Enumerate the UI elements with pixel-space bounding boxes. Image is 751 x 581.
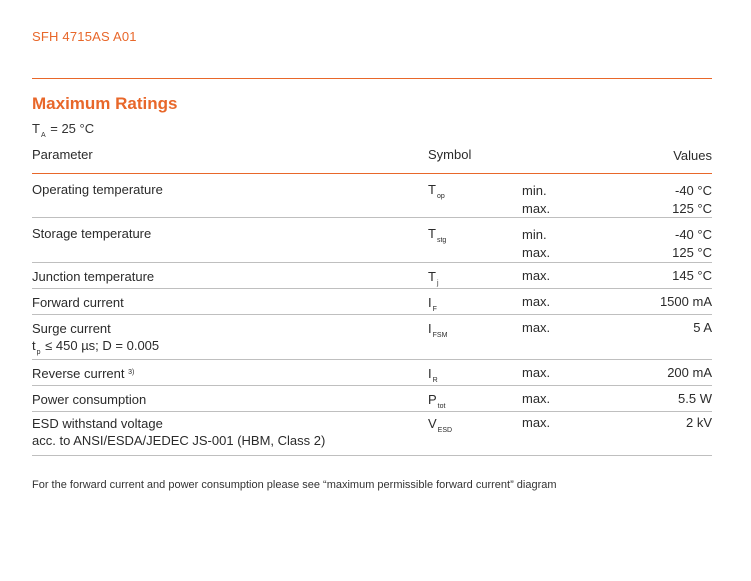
row-symbol: $I_R$ <box>428 366 438 384</box>
footnote-text: For the forward current and power consumption please see “maximum permissible forward current” diagram <box>32 479 557 491</box>
row-symbol: $T_j$ <box>428 269 439 287</box>
table-row <box>32 218 712 263</box>
row-condition: min. max. <box>522 227 551 260</box>
row-condition: max. <box>522 365 551 380</box>
row-symbol: $T_{op}$ <box>428 182 445 200</box>
row-symbol: $I_F$ <box>428 295 437 313</box>
table-row <box>32 263 712 289</box>
table-row <box>32 386 712 412</box>
condition-value: = 25 °C <box>46 121 95 136</box>
table-row <box>32 174 712 218</box>
row-condition: max. <box>522 294 551 309</box>
table-row <box>32 360 712 386</box>
row-parameter: Storage temperature <box>32 226 152 241</box>
table-row <box>32 289 712 315</box>
row-value: 5.5 W <box>678 391 712 406</box>
row-value: 200 mA <box>667 365 712 380</box>
row-value: 5 A <box>693 320 712 335</box>
document-code: SFH 4715AS A01 <box>32 29 137 44</box>
row-condition: max. <box>522 391 551 406</box>
row-value: 145 °C <box>672 268 712 283</box>
table-row <box>32 315 712 360</box>
condition-subscript: A <box>40 132 46 139</box>
test-condition <box>32 121 94 139</box>
footnote-marker: 3) <box>128 369 135 376</box>
condition-symbol: T <box>32 121 40 136</box>
row-parameter: Operating temperature <box>32 182 163 197</box>
row-condition: max. <box>522 268 551 283</box>
row-symbol: $I_{FSM}$ <box>428 321 448 339</box>
row-value: 1500 mA <box>659 294 712 309</box>
row-symbol: $V_{ESD}$ <box>428 416 453 434</box>
row-parameter: Power consumption <box>32 392 147 407</box>
header-parameter: Parameter <box>32 147 93 162</box>
maximum-ratings-table <box>32 145 712 456</box>
row-value: 2 kV <box>685 415 712 430</box>
row-condition: min. max. <box>522 183 551 216</box>
row-value: -40 °C 125 °C <box>672 183 712 216</box>
row-value: -40 °C 125 °C <box>672 227 712 260</box>
row-parameter: ESD withstand voltage acc. to ANSI/ESDA/JEDEC JS-001 (HBM, Class 2) <box>32 416 326 448</box>
row-condition: max. <box>522 320 551 335</box>
row-parameter: Forward current <box>32 295 124 310</box>
row-parameter: Surge current $t_p \le 450$ µs; D = 0.005 <box>32 321 160 356</box>
row-parameter: Reverse current $^{3)}$ <box>32 366 135 381</box>
header-divider <box>32 78 712 79</box>
section-title: Maximum Ratings <box>32 94 178 113</box>
table-row <box>32 412 712 456</box>
row-symbol: $T_{stg}$ <box>428 226 447 244</box>
header-symbol: Symbol <box>428 147 472 162</box>
row-condition: max. <box>522 415 551 430</box>
table-header <box>32 145 712 174</box>
row-symbol: $P_{tot}$ <box>428 392 446 410</box>
row-parameter: Junction temperature <box>32 269 155 284</box>
header-values: Values <box>673 148 712 163</box>
